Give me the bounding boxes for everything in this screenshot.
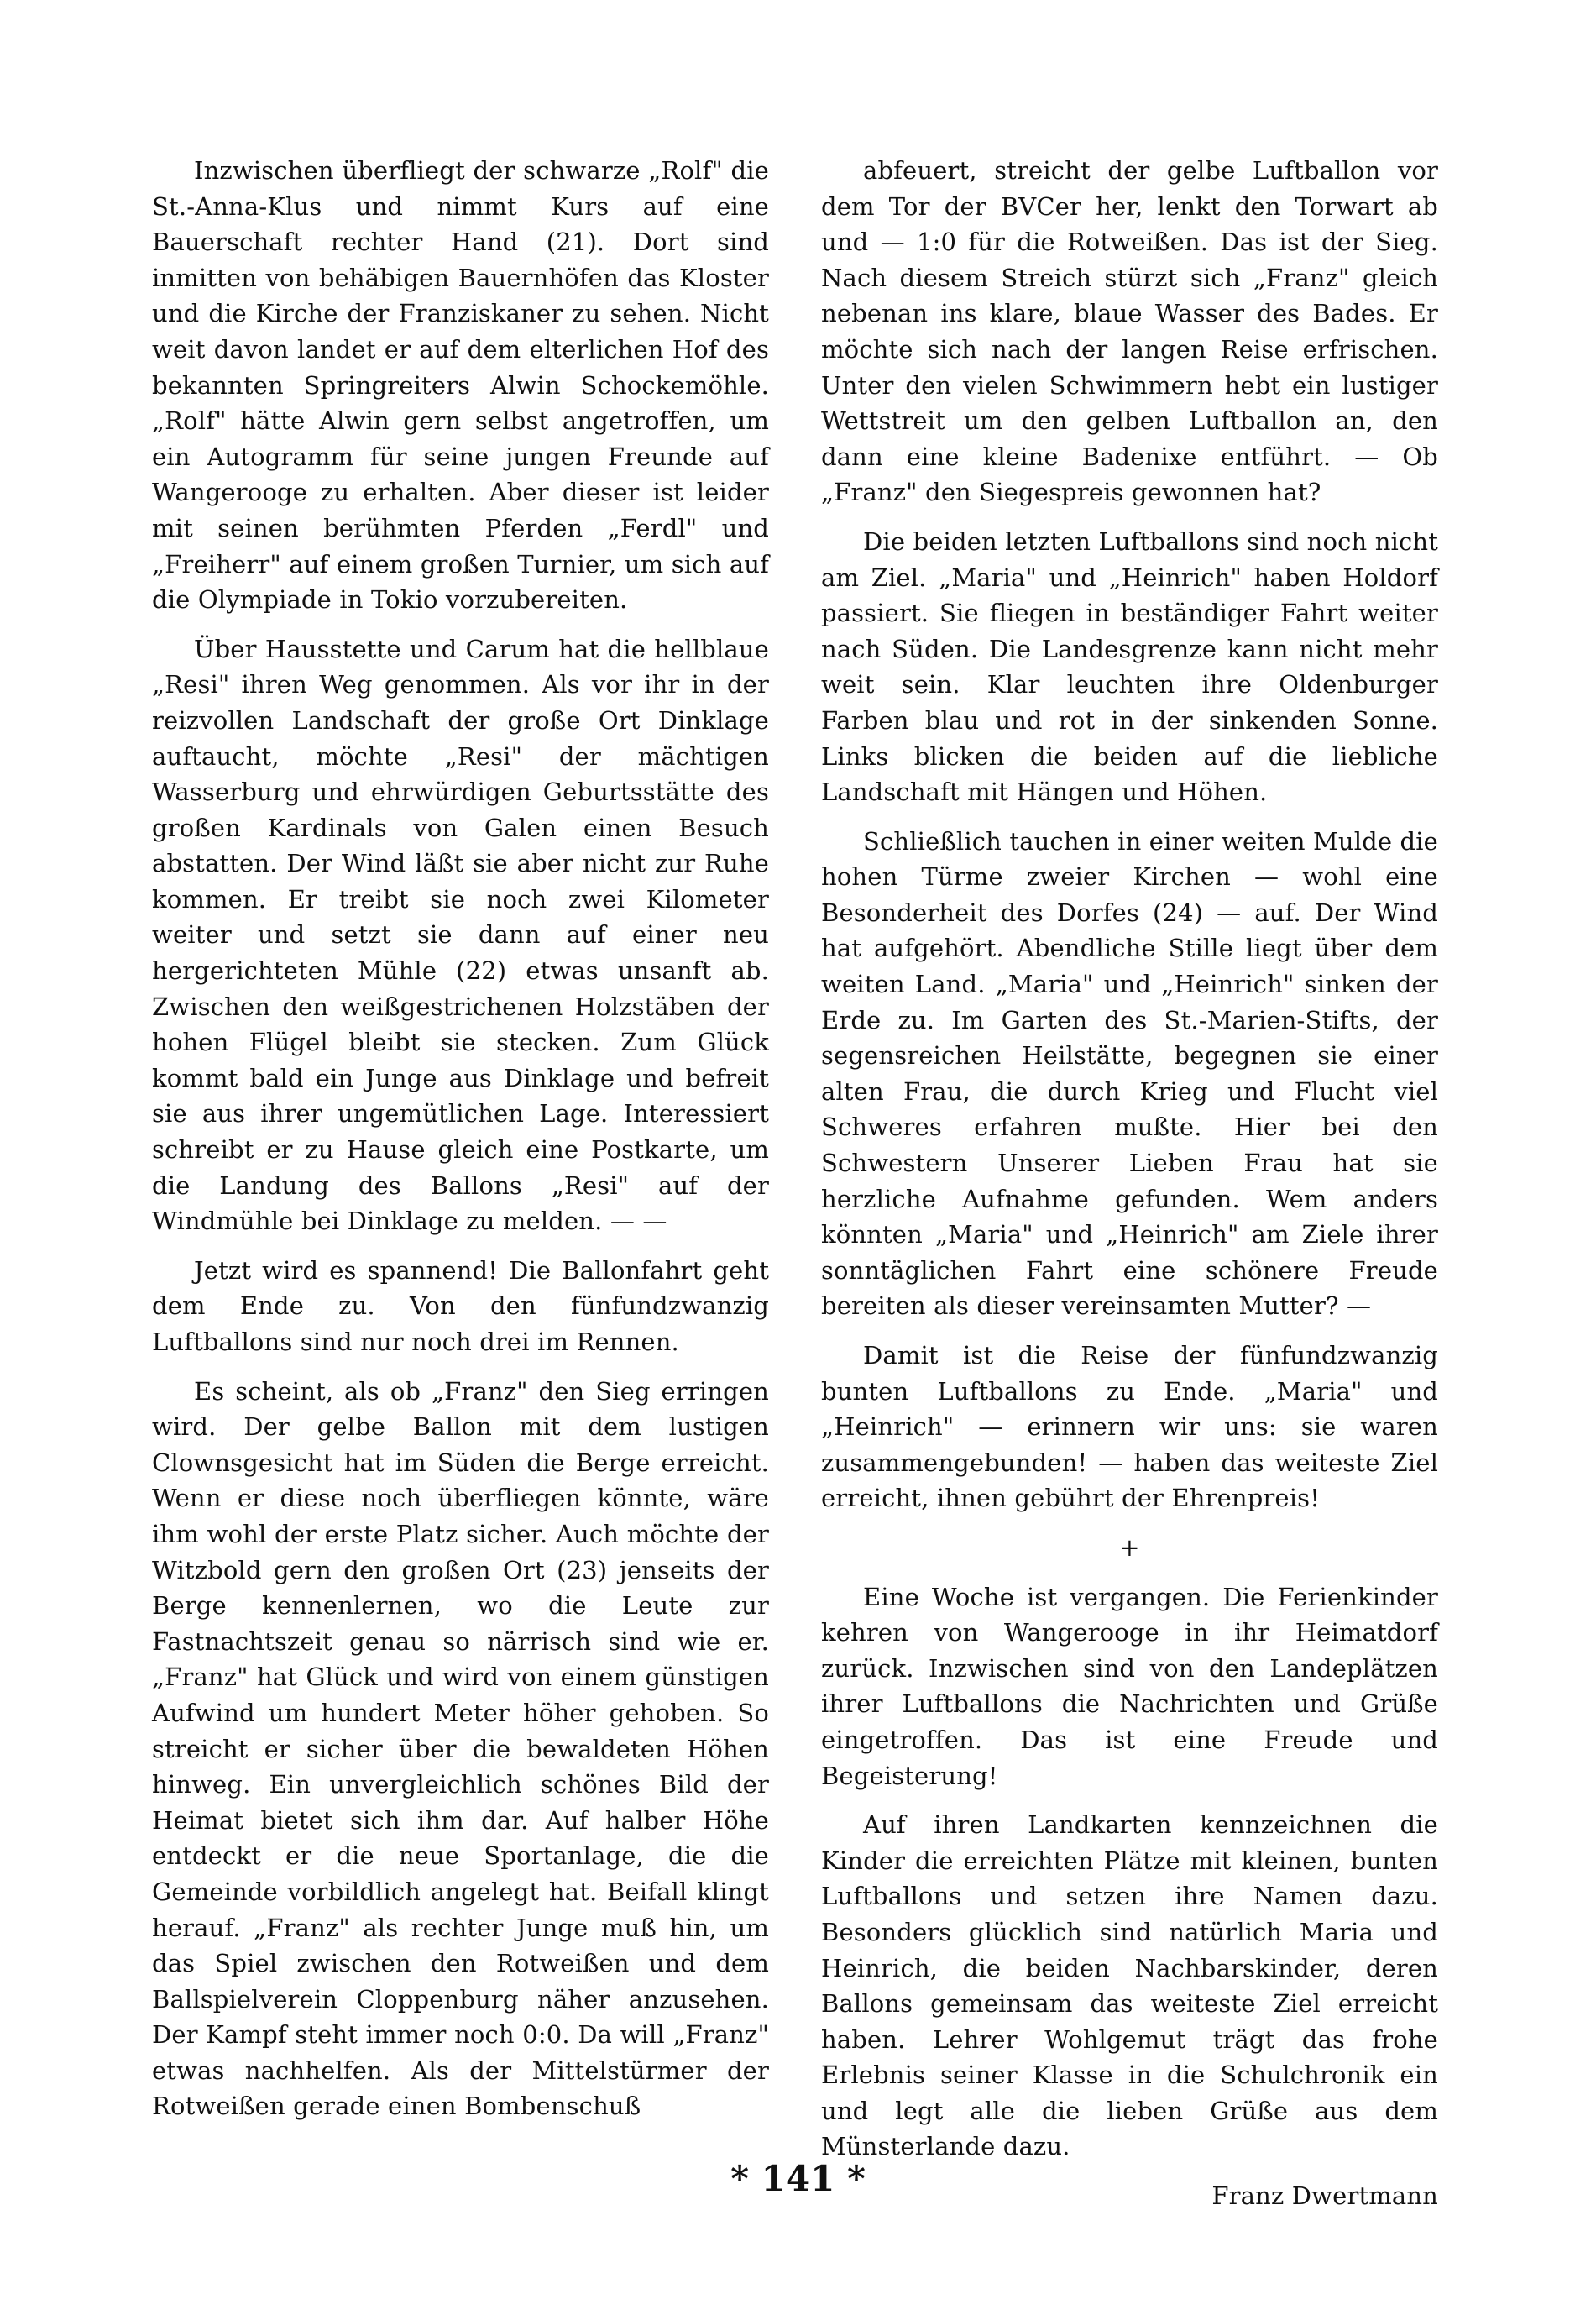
section-divider-ornament: + [1119, 1532, 1140, 1562]
paragraph-landkarten: Auf ihren Landkarten kennzeichnen die Kinder die erreichten Plätze mit kleinen, bunten Luftballons und setzen ihre Namen dazu. Besonders glücklich sind natürlich Maria und Heinrich, die beiden Nachbarskinder, deren Ballons gemeinsam das weiteste Ziel erreicht haben. Lehrer Wohlgemut trägt das frohe Erlebnis seiner Klasse in die Schulchronik ein und legt alle die lieben Grüße aus dem Münsterlande dazu. [821, 1810, 1438, 2161]
paragraph-franz-continued: abfeuert, streicht der gelbe Luftballon vor dem Tor der BVCer her, lenkt den Torwart ab und — 1:0 für die Rotweißen. Das ist der Sieg. Nach diesem Streich stürzt sich „Franz" gleich nebenan ins klare, blaue Wasser des Bades. Er möchte sich nach der langen Reise erfrischen. Unter den vielen Schwimmern hebt ein lustiger Wettstreit um den gelben Luftballon an, den dann eine kleine Badenixe entführt. — Ob „Franz" den Siegespreis gewonnen hat? [821, 156, 1438, 507]
paragraph-franz: Es scheint, als ob „Franz" den Sieg erringen wird. Der gelbe Ballon mit dem lustigen Clownsgesicht hat im Süden die Berge erreicht. Wenn er diese noch überfliegen könnte, wäre ihm wohl der erste Platz sicher. Auch möchte der Witzbold gern den großen Ort (23) jenseits der Berge kennenlernen, wo die Leute zur Fastnachtszeit genau so närrisch sind wie er. „Franz" hat Glück und wird von einem günstigen Aufwind um hundert Meter höher gehoben. So streicht er sicher über die bewaldeten Höhen hinweg. Ein unvergleichlich schönes Bild der Heimat bietet sich ihm dar. Auf halber Höhe entdeckt er die neue Sportanlage, die die Gemeinde vorbildlich angelegt hat. Beifall klingt herauf. „Franz" als rechter Junge muß hin, um das Spiel zwischen den Rotweißen und dem Ballspielverein Cloppenburg näher anzusehen. Der Kampf steht immer noch 0:0. Da will „Franz" etwas nachhelfen. Als der Mittelstürmer der Rotweißen gerade einen Bombenschuß [152, 1376, 769, 2121]
paragraph-schliesslich: Schließlich tauchen in einer weiten Mulde die hohen Türme zweier Kirchen — wohl eine Besonderheit des Dorfes (24) — auf. Der Wind hat aufgehört. Abendliche Stille liegt über dem weiten Land. „Maria" und „Heinrich" sinken der Erde zu. Im Garten des St.-Marien-Stifts, der segensreichen Heilstätte, begegnen sie einer alten Frau, die durch Krieg und Flucht viel Schweres erfahren mußte. Hier bei den Schwestern Unserer Lieben Frau hat sie herzliche Aufnahme gefunden. Wem anders könnten „Maria" und „Heinrich" am Ziele ihrer sonntäglichen Fahrt eine schönere Freude bereiten als dieser vereinsamten Mutter? — [821, 826, 1438, 1321]
page-number: * 141 * [730, 2158, 866, 2199]
paragraph-rolf: Inzwischen überfliegt der schwarze „Rolf" die St.-Anna-Klus und nimmt Kurs auf eine Bauerschaft rechter Hand (21). Dort sind inmitten von behäbigen Bauernhöfen das Kloster und die Kirche der Franziskaner zu sehen. Nicht weit davon landet er auf dem elterlichen Hof des bekannten Springreiters Alwin Schockemöhle. „Rolf" hätte Alwin gern selbst angetroffen, um ein Autogramm für seine jungen Freunde auf Wangerooge zu erhalten. Aber dieser ist leider mit seinen berühmten Pferden „Ferdl" und „Freiherr" auf einem großen Turnier, um sich auf die Olympiade in Tokio vorzubereiten. [152, 156, 769, 615]
right-text-column [821, 153, 1438, 2214]
paragraph-eine-woche: Eine Woche ist vergangen. Die Ferienkinder kehren von Wangerooge in ihr Heimatdorf zurück. Inzwischen sind von den Landeplätzen ihrer Luftballons die Nachrichten und Grüße eingetroffen. Das ist eine Freude und Begeisterung! [821, 1582, 1438, 1790]
paragraph-resi: Über Hausstette und Carum hat die hellblaue „Resi" ihren Weg genommen. Als vor ihr in der reizvollen Landschaft der große Ort Dinklage auftaucht, möchte „Resi" der mächtigen Wasserburg und ehrwürdigen Geburtsstätte des großen Kardinals von Galen einen Besuch abstatten. Der Wind läßt sie aber nicht zur Ruhe kommen. Er treibt sie noch zwei Kilometer weiter und setzt sie dann auf einer neu hergerichteten Mühle (22) etwas unsanft ab. Zwischen den weißgestrichenen Holzstäben der hohen Flügel bleibt sie stecken. Zum Glück kommt bald ein Junge aus Dinklage und befreit sie aus ihrer ungemütlichen Lage. Interessiert schreibt er zu Hause gleich eine Postkarte, um die Landung des Ballons „Resi" auf der Windmühle bei Dinklage zu melden. — — [152, 634, 769, 1236]
paragraph-maria-heinrich: Die beiden letzten Luftballons sind noch nicht am Ziel. „Maria" und „Heinrich" haben Holdorf passiert. Sie fliegen in beständiger Fahrt weiter nach Süden. Die Landesgrenze kann nicht mehr weit sein. Klar leuchten ihre Oldenburger Farben blau und rot in der sinkenden Sonne. Links blicken die beiden auf die liebliche Landschaft mit Hängen und Höhen. [821, 526, 1438, 807]
author-signature: Franz Dwertmann [1211, 2181, 1438, 2211]
paragraph-spannend: Jetzt wird es spannend! Die Ballonfahrt geht dem Ende zu. Von den fünfundzwanzig Luftballons sind nur noch drei im Rennen. [152, 1255, 769, 1356]
paragraph-reise-ende: Damit ist die Reise der fünfundzwanzig bunten Luftballons zu Ende. „Maria" und „Heinrich" — erinnern wir uns: sie waren zusammengebunden! — haben das weiteste Ziel erreicht, ihnen gebührt der Ehrenpreis! [821, 1341, 1438, 1513]
left-text-column [152, 153, 769, 2138]
